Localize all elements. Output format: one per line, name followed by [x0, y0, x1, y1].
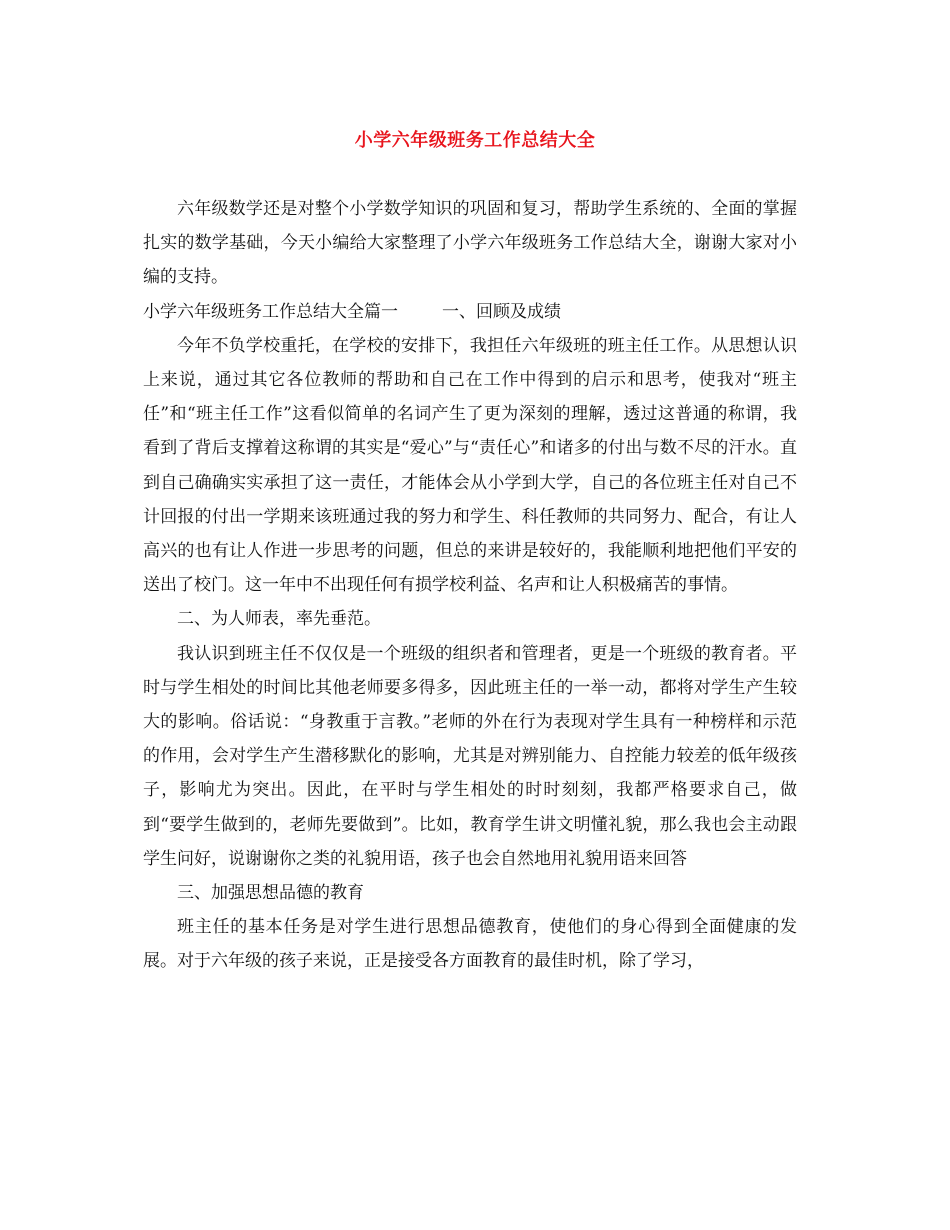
section1-heading: 小学六年级班务工作总结大全篇一 — [143, 301, 398, 322]
intro-paragraph: 六年级数学还是对整个小学数学知识的巩固和复习，帮助学生系统的、全面的掌握扎实的数学基础，今天小编给大家整理了小学六年级班务工作总结大全，谢谢大家对小编的支持。 — [143, 199, 797, 288]
section-heading-line — [143, 295, 797, 329]
heading-role-model: 二、为人师表，率先垂范。 — [177, 609, 381, 630]
section1-subheading: 一、回顾及成绩 — [442, 301, 561, 322]
document-title: 小学六年级班务工作总结大全 — [354, 130, 596, 151]
paragraph-moral-education: 班主任的基本任务是对学生进行思想品德教育，使他们的身心得到全面健康的发展。对于六年级的孩子来说，正是接受各方面教育的最佳时机，除了学习， — [143, 917, 797, 972]
document-body — [143, 192, 797, 979]
heading-moral-education: 三、加强思想品德的教育 — [177, 883, 364, 904]
paragraph-review: 今年不负学校重托，在学校的安排下，我担任六年级班的班主任工作。从思想认识上来说，通过其它各位教师的帮助和自己在工作中得到的启示和思考，使我对“班主任”和“班主任工作”这看似简单的名词产生了更为深刻的理解，透过这普通的称谓，我看到了背后支撑着这称谓的其实是“爱心”与“责任心”和诸多的付出与数不尽的汗水。直到自己确确实实承担了这一责任，才能体会从小学到大学，自己的各位班主任对自己不计回报的付出一学期来该班通过我的努力和学生、科任教师的共同努力、配合，有让人高兴的也有让人作进一步思考的问题，但总的来讲是较好的，我能顺利地把他们平安的送出了校门。这一年中不出现任何有损学校利益、名声和让人积极痛苦的事情。 — [143, 335, 797, 596]
paragraph-role-model: 我认识到班主任不仅仅是一个班级的组织者和管理者，更是一个班级的教育者。平时与学生相处的时间比其他老师要多得多，因此班主任的一举一动，都将对学生产生较大的影响。俗话说：“身教重于言教。”老师的外在行为表现对学生具有一种榜样和示范的作用，会对学生产生潜移默化的影响，尤其是对辨别能力、自控能力较差的低年级孩子，影响尤为突出。因此，在平时与学生相处的时时刻刻，我都严格要求自己，做到“要学生做到的，老师先要做到”。比如，教育学生讲文明懂礼貌，那么我也会主动跟学生问好，说谢谢你之类的礼貌用语，孩子也会自然地用礼貌用语来回答 — [143, 643, 797, 869]
